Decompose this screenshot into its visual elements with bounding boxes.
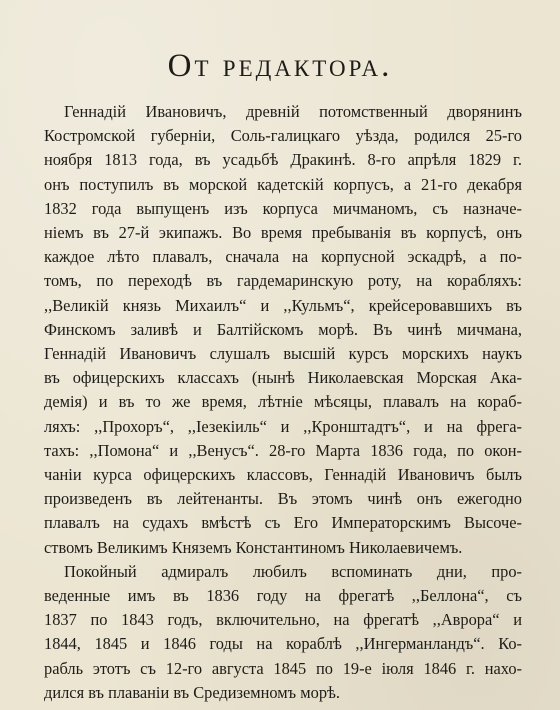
text-line: въ офицерскихъ классахъ (нынѣ Николаевская Морская Ака- — [44, 368, 522, 388]
text-line: Покойный адмиралъ любилъ вспоминать дни, про- — [64, 561, 522, 581]
text-line: ,,Великій князь Михаилъ“ и ,,Кульмъ“, крейсеровавшихъ въ — [44, 295, 522, 315]
text-line: произведенъ въ лейтенанты. Въ этомъ чинѣ онъ ежегодно — [44, 489, 522, 509]
text-line: ніемъ въ 27-й экипажъ. Во время пребыванія въ корпусѣ, онъ — [44, 223, 522, 243]
paragraph-1 — [44, 100, 522, 560]
text-line: 1844, 1845 и 1846 годы на кораблѣ ,,Ингерманландъ“. Ко- — [44, 634, 522, 654]
document-body — [44, 100, 522, 705]
text-line: ляхъ: ,,Прохоръ“, ,,Іезекіиль“ и ,,Кронштадтъ“, и на фрега- — [44, 416, 522, 436]
text-line: каждое лѣто плавалъ, сначала на корпусной эскадрѣ, а по- — [44, 247, 522, 267]
text-line: ствомъ Великимъ Княземъ Константиномъ Николаевичемъ. — [44, 537, 463, 557]
text-line: Геннадій Ивановичъ слушалъ высшій курсъ морскихъ наукъ — [44, 344, 522, 364]
text-line: томъ, по переходѣ въ гардемаринскую роту, на корабляхъ: — [44, 271, 522, 291]
page-title: От редактора. — [167, 48, 393, 84]
text-line: плавалъ на судахъ вмѣстѣ съ Его Императорскимъ Высоче- — [44, 513, 522, 533]
text-line: Финскомъ заливѣ и Балтійскомъ морѣ. Въ чинѣ мичмана, — [44, 319, 522, 339]
text-line: демія) и въ то же время, лѣтніе мѣсяцы, плавалъ на кораб- — [44, 392, 522, 412]
text-line: онъ поступилъ въ морской кадетскій корпусъ, а 21-го декабря — [44, 174, 522, 194]
paragraph-2 — [44, 560, 522, 705]
text-line: Геннадій Ивановичъ, древній потомственный дворянинъ — [64, 102, 522, 121]
text-line: Костромской губерніи, Соль-галицкаго уѣзда, родился 25-го — [44, 126, 522, 146]
text-line: веденные имъ въ 1836 году на фрегатѣ ,,Беллона“, съ — [44, 586, 522, 606]
text-line: 1832 года выпущенъ изъ корпуса мичманомъ, съ назначе- — [44, 198, 522, 218]
text-line: рабль этотъ съ 12-го августа 1845 по 19-е іюля 1846 г. нахо- — [44, 658, 522, 678]
show-through-text — [0, 0, 560, 30]
text-line: 1837 по 1843 годъ, включительно, на фрегатѣ ,,Аврора“ и — [44, 610, 522, 630]
text-line: дился въ плаваніи въ Средиземномъ морѣ. — [44, 682, 341, 702]
text-line: ноября 1813 года, въ усадьбѣ Дракинѣ. 8-го апрѣля 1829 г. — [44, 150, 522, 170]
text-line: тахъ: ,,Помона“ и ,,Венусъ“. 28-го Марта 1836 года, по окон- — [44, 440, 522, 460]
text-line: чаніи курса офицерскихъ классовъ, Геннадій Ивановичъ былъ — [44, 465, 522, 485]
